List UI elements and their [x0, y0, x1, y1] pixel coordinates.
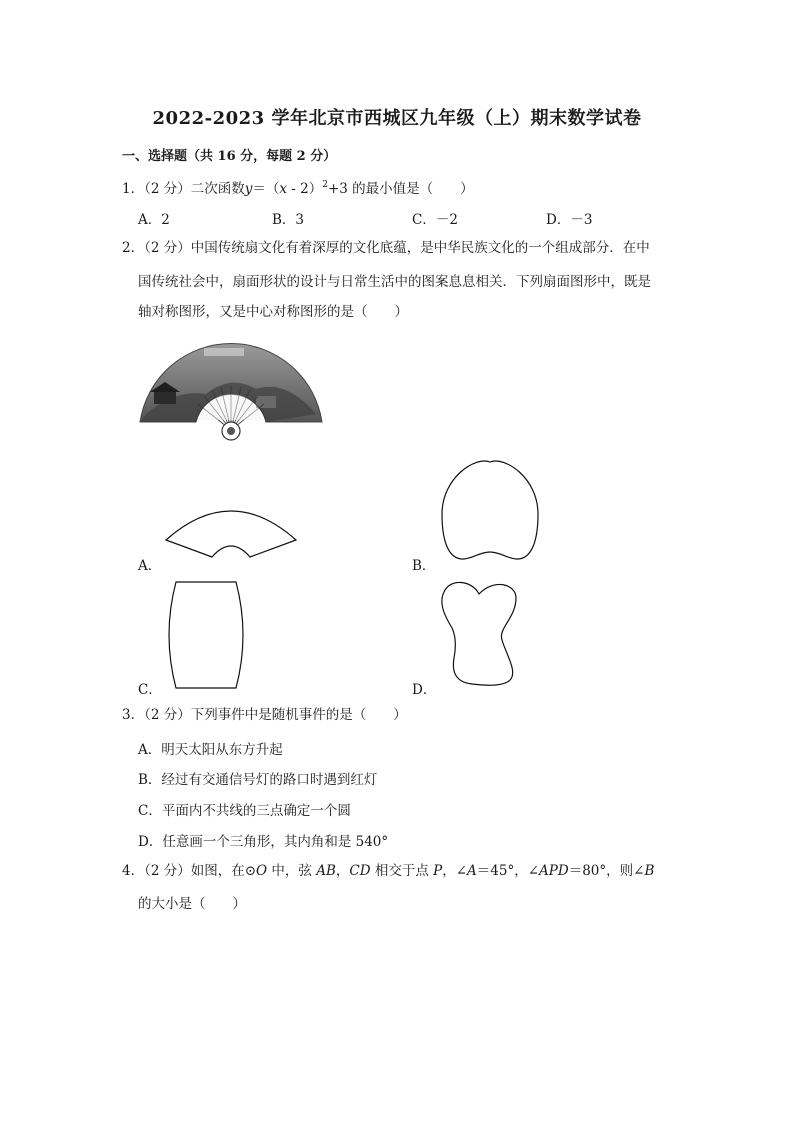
page-title: 2022-2023 学年北京市西城区九年级（上）期末数学试卷 [152, 108, 642, 129]
q1-text: 1．（2 分）二次函数 [122, 181, 245, 197]
q2-option-b-label[interactable]: B． [412, 558, 436, 574]
section-heading: 一、选择题（共 16 分，每题 2 分） [122, 149, 337, 164]
q3-option-a[interactable]: A．明天太阳从东方升起 [138, 742, 283, 758]
q1-option-a[interactable]: A．2 [138, 212, 170, 228]
q1-var-y: y [244, 181, 253, 197]
q2-option-d-label[interactable]: D． [412, 682, 437, 698]
q1-option-b[interactable]: B．3 [272, 212, 305, 228]
q2-option-a-label[interactable]: A． [138, 558, 162, 574]
q1-exponent: 2 [322, 180, 328, 190]
q4-part4: 相交于点 [370, 863, 434, 879]
q3-option-c[interactable]: C．平面内不共线的三点确定一个圆 [138, 803, 351, 819]
q2-line1: 2．（2 分）中国传统扇文化有着深厚的文化底蕴，是中华民族文化的一个组成部分．在中 [122, 240, 650, 256]
q4-stem [122, 856, 722, 887]
q1-eq-mid: ＝（ [252, 181, 280, 197]
q4-chord-ab: AB [316, 863, 336, 879]
q2-option-d-figure[interactable] [438, 578, 520, 688]
q1-option-c[interactable]: C．－2 [412, 212, 458, 228]
q4-part3: ， [335, 863, 350, 879]
fan-illustration [136, 334, 326, 442]
q4-part2: 中，弦 [267, 863, 317, 879]
q4-angle-b: B [644, 863, 655, 879]
q2-option-b-figure[interactable] [440, 458, 540, 562]
q1-eq-tail: - 2） [287, 181, 323, 197]
q2-option-c-label[interactable]: C． [138, 682, 162, 698]
q4-part5: ，∠ [442, 863, 468, 879]
q2-line3: 轴对称图形，又是中心对称图形的是（ ） [138, 304, 408, 320]
q4-angle-apd: APD [539, 863, 569, 879]
q4-circle-o: O [256, 863, 268, 879]
q1-option-d[interactable]: D．－3 [546, 212, 593, 228]
q4-part7: ＝80°，则∠ [568, 863, 645, 879]
q4-part6: ＝45°，∠ [476, 863, 540, 879]
q4-point-p: P [433, 863, 443, 879]
q2-option-a-figure[interactable] [164, 500, 298, 560]
question-1-stem [122, 170, 682, 205]
q4-angle-a: A [467, 863, 477, 879]
q1-var-x: x [279, 181, 287, 197]
q1-after: +3 的最小值是（ ） [327, 181, 474, 197]
q4-line2: 的大小是（ ） [138, 896, 246, 912]
q2-option-c-figure[interactable] [164, 580, 248, 690]
q4-part1: 4．（2 分）如图，在⊙ [122, 863, 257, 879]
q4-chord-cd: CD [349, 863, 371, 879]
q3-option-d[interactable]: D．任意画一个三角形，其内角和是 540° [138, 834, 389, 850]
q3-stem: 3．（2 分）下列事件中是随机事件的是（ ） [122, 707, 407, 723]
q3-option-b[interactable]: B．经过有交通信号灯的路口时遇到红灯 [138, 772, 378, 788]
q2-line2: 国传统社会中，扇面形状的设计与日常生活中的图案息息相关．下列扇面图形中，既是 [138, 274, 651, 290]
